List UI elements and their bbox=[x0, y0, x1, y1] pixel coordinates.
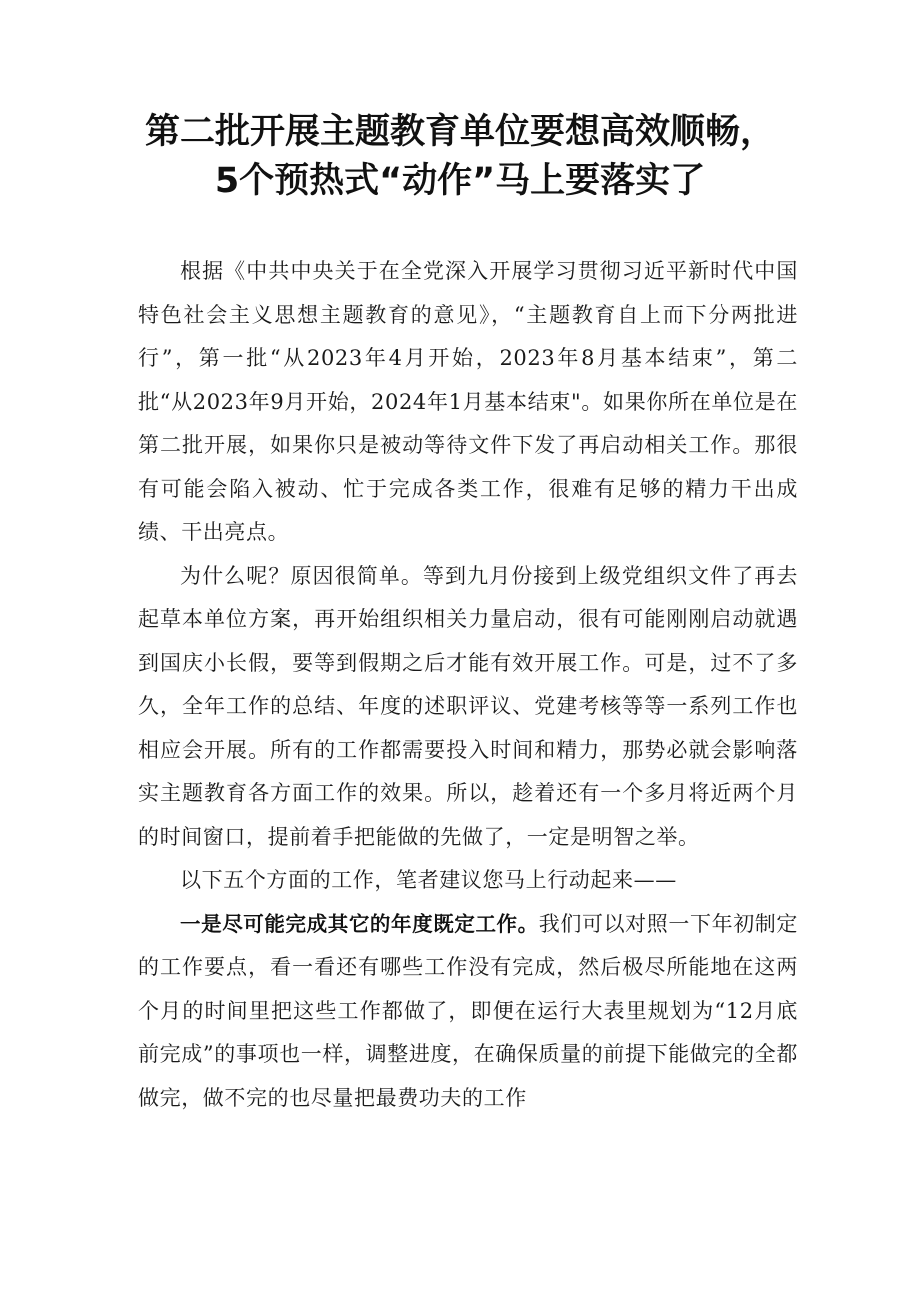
paragraph-2 bbox=[138, 555, 798, 860]
paragraph-3-text: 以下五个方面的工作，笔者建议您马上行动起来—— bbox=[180, 868, 677, 892]
paragraph-3 bbox=[138, 859, 798, 903]
paragraph-4-lead: 一是尽可能完成其它的年度既定工作。 bbox=[180, 911, 539, 936]
document-title-line-1: 第二批开展主题教育单位要想高效顺畅， bbox=[144, 112, 775, 152]
document-title-line-2: 5个预热式“动作”马上要落实了 bbox=[214, 161, 706, 201]
paragraph-2-text: 为什么呢？原因很简单。等到九月份接到上级党组织文件了再去起草本单位方案，再开始组织相关力量启动，很有可能刚刚启动就遇到国庆小长假，要等到假期之后才能有效开展工作。可是，过不了多久，全年工作的总结、年度的述职评议、党建考核等等一系列工作也相应会开展。所有的工作都需要投入时间和精力，那势必就会影响落实主题教育各方面工作的效果。所以，趁着还有一个多月将近两个月的时间窗口，提前着手把能做的先做了，一定是明智之举。 bbox=[138, 563, 798, 849]
paragraph-4 bbox=[138, 903, 798, 1121]
paragraph-1-text: 根据《中共中央关于在全党深入开展学习贯彻习近平新时代中国特色社会主义思想主题教育的意见》，“主题教育自上而下分两批进行”，第一批“从2023年4月开始，2023年8月基本结束”，第二批“从2023年9月开始，2024年1月基本结束"。如果你所在单位是在第二批开展，如果你只是被动等待文件下发了再启动相关工作。那很有可能会陷入被动、忙于完成各类工作，很难有足够的精力干出成绩、干出亮点。 bbox=[138, 259, 798, 544]
paragraph-1 bbox=[138, 250, 798, 555]
paragraph-4-text: 我们可以对照一下年初制定的工作要点，看一看还有哪些工作没有完成，然后极尽所能地在这两个月的时间里把这些工作都做了，即便在运行大表里规划为“12月底前完成”的事项也一样，调整进度，在确保质量的前提下能做完的全都做完，做不完的也尽量把最费功夫的工作 bbox=[138, 911, 799, 1110]
document-body bbox=[138, 250, 798, 1120]
